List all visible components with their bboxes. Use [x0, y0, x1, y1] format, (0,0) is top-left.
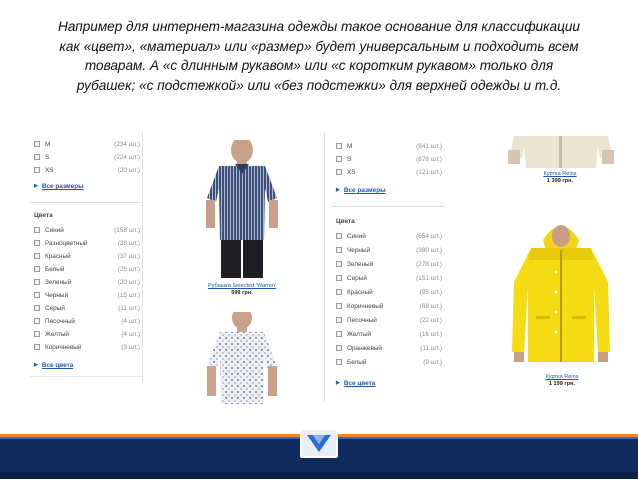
- color-count: (37 шт.): [117, 253, 140, 260]
- size-option-xs[interactable]: [332, 168, 444, 179]
- product-image-striped-shirt[interactable]: [197, 140, 287, 280]
- color-checkbox[interactable]: [336, 331, 342, 337]
- product-caption-striped-shirt: [192, 283, 292, 297]
- beige-jacket-illustration: [508, 136, 614, 168]
- product-image-beige-jacket[interactable]: [508, 136, 614, 168]
- size-label: S: [347, 156, 352, 163]
- color-label: Коричневый: [45, 344, 82, 351]
- color-count: (9 шт.): [423, 359, 442, 366]
- color-label: Желтый: [45, 331, 69, 338]
- triangle-right-icon: ▶: [34, 183, 38, 189]
- color-option[interactable]: [332, 302, 444, 313]
- color-option[interactable]: [332, 330, 444, 341]
- color-label: Зеленый: [347, 261, 374, 268]
- color-label: Белый: [45, 266, 65, 273]
- color-checkbox[interactable]: [336, 233, 342, 239]
- color-label: Зеленый: [45, 279, 72, 286]
- color-count: (20 шт.): [117, 279, 140, 286]
- color-checkbox[interactable]: [34, 253, 40, 259]
- color-option[interactable]: [332, 260, 444, 271]
- color-count: (15 шт.): [117, 292, 140, 299]
- color-label: Синий: [347, 233, 366, 240]
- color-count: (278 шт.): [416, 261, 442, 268]
- color-count: (3 шт.): [121, 344, 140, 351]
- color-count: (22 шт.): [419, 317, 442, 324]
- panel-bottom-border: [30, 376, 142, 377]
- color-label: Синий: [45, 227, 64, 234]
- color-option[interactable]: [332, 232, 444, 243]
- size-label: XS: [45, 167, 54, 174]
- all-colors-link-text: Все цвета: [41, 362, 74, 369]
- color-label: Песочный: [45, 318, 75, 325]
- product-price: 1 399 грн.: [546, 178, 574, 184]
- color-checkbox[interactable]: [336, 275, 342, 281]
- color-option[interactable]: [30, 265, 142, 276]
- color-count: (68 шт.): [419, 303, 442, 310]
- color-option[interactable]: [332, 358, 444, 369]
- size-label: XS: [347, 169, 356, 176]
- section-divider: [332, 206, 444, 207]
- product-price: 1 199 грн.: [548, 381, 576, 387]
- size-label: S: [45, 154, 50, 161]
- caption-line-3: товарам. А «с длинным рукавом» или «с коротким рукавом» только для: [84, 58, 554, 73]
- product-image-patterned-shirt[interactable]: [200, 312, 284, 404]
- color-checkbox[interactable]: [34, 292, 40, 298]
- color-option[interactable]: [30, 252, 142, 263]
- size-s-checkbox[interactable]: [34, 154, 40, 160]
- size-count: (878 шт.): [416, 156, 442, 163]
- color-option[interactable]: [30, 330, 142, 341]
- size-xs-checkbox[interactable]: [336, 169, 342, 175]
- slide-caption: [14, 17, 624, 95]
- product-name-link[interactable]: Рубашка Selected 'Warren': [207, 283, 277, 289]
- product-caption-beige-jacket: [520, 171, 600, 185]
- color-label: Черный: [45, 292, 69, 299]
- size-s-checkbox[interactable]: [336, 156, 342, 162]
- size-count: (234 шт.): [114, 141, 140, 148]
- color-checkbox[interactable]: [336, 289, 342, 295]
- all-colors-link[interactable]: [336, 379, 375, 388]
- size-count: (224 шт.): [114, 154, 140, 161]
- product-name-link[interactable]: Куртка Reins: [543, 171, 577, 177]
- colors-heading: Цвета: [34, 212, 53, 219]
- color-option[interactable]: [332, 274, 444, 285]
- color-option[interactable]: [30, 291, 142, 302]
- size-count: (121 шт.): [416, 169, 442, 176]
- color-label: Красный: [45, 253, 71, 260]
- colors-heading: Цвета: [336, 218, 355, 225]
- color-label: Серый: [45, 305, 65, 312]
- color-option[interactable]: [30, 226, 142, 237]
- all-colors-link-text: Все цвета: [343, 380, 376, 387]
- right-panel-left-border: [324, 132, 325, 402]
- color-option[interactable]: [30, 278, 142, 289]
- color-option[interactable]: [332, 344, 444, 355]
- color-option[interactable]: [332, 246, 444, 257]
- color-checkbox[interactable]: [34, 305, 40, 311]
- color-count: (151 шт.): [416, 275, 442, 282]
- color-label: Оранжевый: [347, 345, 382, 352]
- size-option-s[interactable]: [30, 153, 142, 164]
- triangle-right-icon: ▶: [336, 187, 340, 193]
- caption-line-1: Например для интернет-магазина одежды такое основание для классификации: [58, 19, 580, 34]
- color-checkbox[interactable]: [34, 227, 40, 233]
- size-m-checkbox[interactable]: [336, 143, 342, 149]
- size-count: (941 шт.): [416, 143, 442, 150]
- size-xs-checkbox[interactable]: [34, 167, 40, 173]
- color-checkbox[interactable]: [336, 359, 342, 365]
- striped-shirt-illustration: [197, 140, 287, 280]
- color-count: (11 шт.): [118, 305, 140, 312]
- color-option[interactable]: [30, 304, 142, 315]
- color-checkbox[interactable]: [34, 331, 40, 337]
- color-label: Красный: [347, 289, 373, 296]
- color-count: (25 шт.): [117, 266, 140, 273]
- color-option[interactable]: [30, 317, 142, 328]
- caption-line-4: рубашек; «с подстежкой» или «без подстежки» для верхней одежды и т.д.: [76, 77, 562, 93]
- product-caption-yellow-jacket: [522, 374, 602, 388]
- color-label: Разноцветный: [45, 240, 88, 247]
- triangle-right-icon: ▶: [336, 380, 340, 386]
- left-filter-panel: [30, 140, 142, 380]
- patterned-shirt-illustration: [200, 312, 284, 404]
- color-checkbox[interactable]: [34, 318, 40, 324]
- color-checkbox[interactable]: [336, 303, 342, 309]
- color-label: Коричневый: [347, 303, 384, 310]
- color-count: (158 шт.): [114, 227, 140, 234]
- color-label: Черный: [347, 247, 371, 254]
- size-option-s[interactable]: [332, 155, 444, 166]
- right-filter-panel: [332, 142, 444, 394]
- color-count: (380 шт.): [416, 247, 442, 254]
- all-colors-link[interactable]: [34, 361, 73, 370]
- all-sizes-link[interactable]: [34, 182, 84, 191]
- color-option[interactable]: [30, 239, 142, 250]
- size-option-xs[interactable]: [30, 166, 142, 177]
- color-checkbox[interactable]: [336, 345, 342, 351]
- size-m-checkbox[interactable]: [34, 141, 40, 147]
- product-name-link[interactable]: Куртка Reins: [545, 374, 579, 380]
- size-option-m[interactable]: [30, 140, 142, 151]
- color-label: Желтый: [347, 331, 371, 338]
- size-label: M: [45, 141, 51, 148]
- color-count: (95 шт.): [419, 289, 442, 296]
- color-option[interactable]: [332, 288, 444, 299]
- product-image-yellow-jacket[interactable]: [506, 212, 616, 370]
- product-price: 599 грн.: [231, 290, 253, 296]
- triangle-right-icon: ▶: [34, 362, 38, 368]
- size-option-m[interactable]: [332, 142, 444, 153]
- section-divider: [30, 202, 142, 203]
- color-count: (38 шт.): [117, 240, 140, 247]
- color-count: (4 шт.): [121, 331, 140, 338]
- caption-line-2: как «цвет», «материал» или «размер» будет универсальным и подходить всем: [59, 38, 579, 54]
- all-sizes-link-text: Все размеры: [41, 183, 84, 190]
- size-label: M: [347, 143, 353, 150]
- color-checkbox[interactable]: [34, 279, 40, 285]
- color-option[interactable]: [332, 316, 444, 327]
- color-label: Серый: [347, 275, 367, 282]
- color-count: (4 шт.): [121, 318, 140, 325]
- color-checkbox[interactable]: [34, 240, 40, 246]
- color-count: (16 шт.): [419, 331, 442, 338]
- color-checkbox[interactable]: [336, 247, 342, 253]
- color-checkbox[interactable]: [336, 261, 342, 267]
- yellow-jacket-illustration: [506, 212, 616, 370]
- all-sizes-link[interactable]: [336, 186, 386, 195]
- slide-footer: [0, 428, 638, 479]
- color-count: (11 шт.): [420, 345, 442, 352]
- color-checkbox[interactable]: [34, 266, 40, 272]
- all-sizes-link-text: Все размеры: [343, 187, 386, 194]
- color-count: (654 шт.): [416, 233, 442, 240]
- color-label: Белый: [347, 359, 367, 366]
- color-checkbox[interactable]: [336, 317, 342, 323]
- left-panel-right-border: [142, 132, 143, 382]
- color-option[interactable]: [30, 343, 142, 354]
- color-checkbox[interactable]: [34, 344, 40, 350]
- color-label: Песочный: [347, 317, 377, 324]
- company-logo-icon: [300, 428, 338, 458]
- size-count: (20 шт.): [117, 167, 140, 174]
